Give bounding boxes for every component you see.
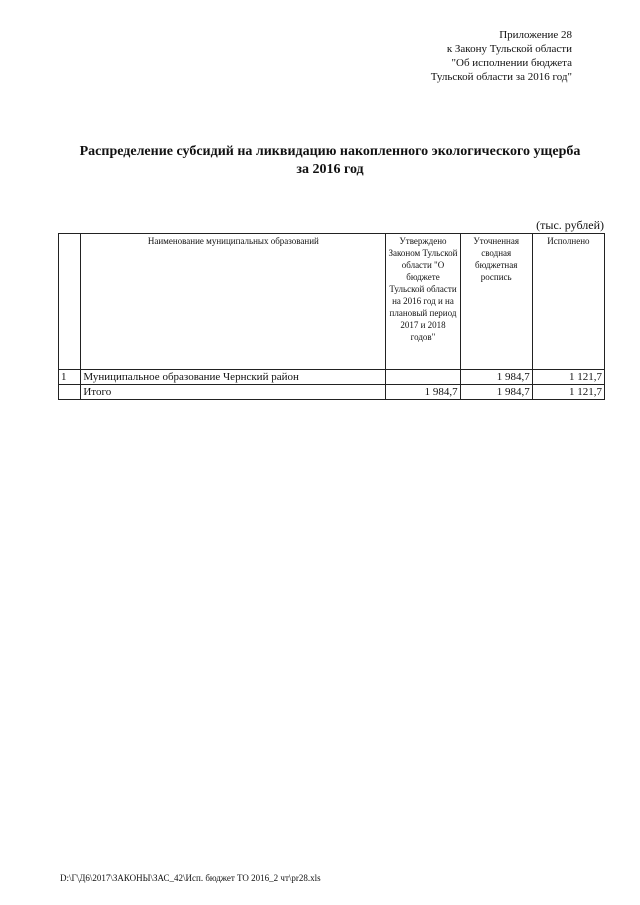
- file-path-footer: D:\Г\Д6\2017\ЗАКОНЫ\ЗАС_42\Исп. бюджет ТО 2016_2 чт\pr28.xls: [60, 873, 321, 883]
- header-num: [59, 234, 81, 370]
- table-row-total: [59, 385, 605, 400]
- appendix-header: [372, 28, 572, 84]
- row-refined: 1 984,7: [460, 370, 532, 385]
- appendix-line-1: Приложение 28: [499, 29, 572, 41]
- total-approved: 1 984,7: [386, 385, 460, 400]
- row-approved: [386, 370, 460, 385]
- row-executed: 1 121,7: [532, 370, 604, 385]
- total-executed: 1 121,7: [532, 385, 604, 400]
- title-line-1: Распределение субсидий на ликвидацию накопленного экологического ущерба: [79, 144, 581, 159]
- header-approved: Утверждено Законом Тульской области "О бюджете Тульской области на 2016 год и на плановый период 2017 и 2018 годов": [386, 234, 460, 370]
- table-header-row: [59, 234, 605, 370]
- appendix-line-3: "Об исполнении бюджета: [451, 57, 572, 69]
- total-name: Итого: [81, 385, 386, 400]
- header-name: Наименование муниципальных образований: [81, 234, 386, 370]
- header-executed: Исполнено: [532, 234, 604, 370]
- title-line-2: за 2016 год: [296, 162, 364, 177]
- header-refined: Уточненная сводная бюджетная роспись: [460, 234, 532, 370]
- row-name: Муниципальное образование Чернский район: [81, 370, 386, 385]
- subsidy-table: [58, 233, 605, 400]
- appendix-line-4: Тульской области за 2016 год": [430, 71, 572, 83]
- total-num: [59, 385, 81, 400]
- total-refined: 1 984,7: [460, 385, 532, 400]
- table-row: [59, 370, 605, 385]
- appendix-line-2: к Закону Тульской области: [446, 43, 572, 55]
- units-label: (тыс. рублей): [536, 218, 604, 232]
- document-title: [40, 143, 620, 179]
- row-num: 1: [59, 370, 81, 385]
